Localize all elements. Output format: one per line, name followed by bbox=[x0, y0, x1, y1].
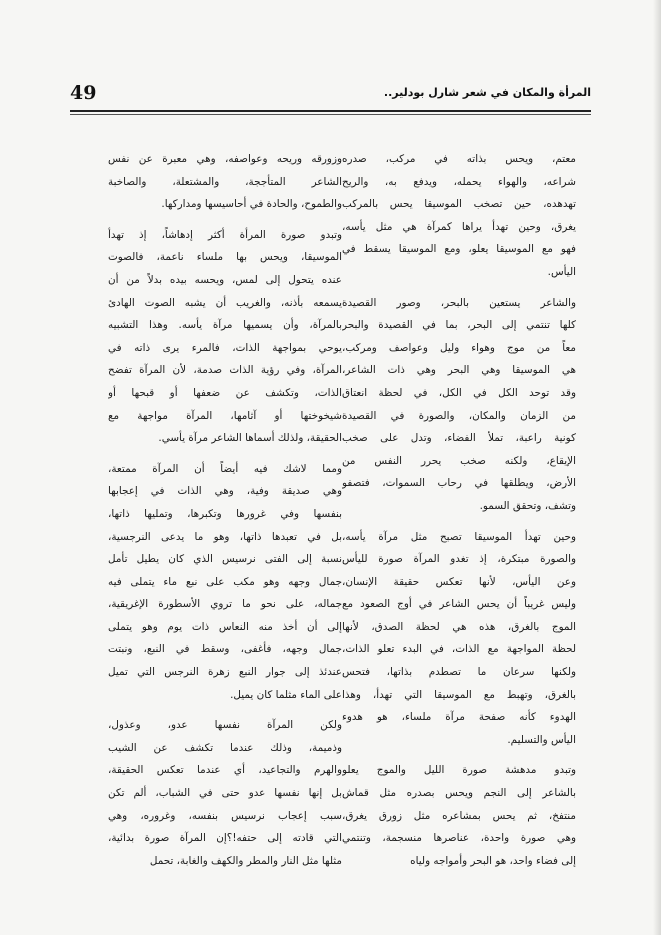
text-line: وتشف، وتحقق السمو. bbox=[479, 499, 576, 512]
text-line: بالغرق، وتهبط مع الموسيقا التي تهدأ، وهذا bbox=[342, 688, 576, 701]
text-line: اليأس والتسليم. bbox=[507, 733, 576, 746]
text-line: وتبدو صورة المرأة أكثر إدهاشاً، إذ تهدأ bbox=[108, 228, 342, 241]
text-line: وذميمة، وذلك عندما تكشف عن الشيب bbox=[108, 741, 342, 754]
text-line: بنفسها وفي غرورها وتكبرها، وتمليها ذاتها، bbox=[108, 507, 342, 520]
text-line: والشاعر يستعين بالبحر، وصور القصيدة bbox=[342, 296, 576, 309]
paragraph-gap bbox=[108, 216, 342, 224]
text-line: الموسيقا، ويحس بها ملساء ناعمة، فالصوت bbox=[108, 251, 342, 264]
text-line: ومما لاشك فيه أيضاً أن المرآة ممتعة، bbox=[108, 462, 342, 475]
text-line: ولكنها سرعان ما تصطدم بذاتها، فتحس bbox=[342, 666, 576, 679]
text-line: الهدوء كأنه صفحة مرآة ملساء، هو هدوء bbox=[342, 711, 576, 724]
text-line: على الماء مثلما كان يميل. bbox=[230, 688, 342, 701]
text-line: منتفخ، ثم يحس بمشاعره مثل زورق يغرق، bbox=[342, 809, 576, 822]
text-line: هي الموسيقا وهي البحر وهي ذات الشاعر، bbox=[342, 364, 576, 377]
text-line: وهي صديقة وفية، وهي الذات في إعجابها bbox=[108, 485, 342, 498]
text-line: جمال وجهه، فأغفى، وسقط في النبع، ونبتت bbox=[108, 643, 342, 656]
text-line: الأرض، ويطلقها في رحاب السموات، فتصفو bbox=[342, 477, 576, 490]
text-line: الموج بالغرق، هذه هي لحظة الصدق، لأنها bbox=[342, 620, 576, 633]
header-rule bbox=[70, 110, 591, 112]
text-line: وزورقه وريحه وعواصفه، وهي معبرة عن نفس bbox=[108, 153, 342, 165]
text-line: التي قادته إلى حتفه!؟إن المرآة صورة بدائية، bbox=[108, 832, 342, 845]
text-line: جماله، على نحو ما تروي الأسطورة الإغريقية، bbox=[108, 598, 342, 611]
paragraph-gap bbox=[108, 706, 342, 714]
paragraph-gap bbox=[108, 450, 342, 458]
text-line: بالشاعر إلى النجم ويحس بصدره مثل قماش bbox=[342, 787, 576, 800]
text-line: وليس غريباً أن يحس الشاعر في أوج الصعود مع bbox=[342, 598, 576, 611]
text-line: بل إنها نفسها عدو حتى في الشباب، ألم تكن bbox=[108, 787, 342, 800]
header-rule-thin bbox=[70, 114, 591, 115]
paragraph-gap bbox=[342, 751, 576, 759]
right-text-column bbox=[342, 148, 576, 872]
text-line: الشاعر المتأججة، والمشتعلة، والصاخبة bbox=[108, 175, 342, 188]
text-line: عندئذ إلى جوار النبع زهرة النرجس التي تميل bbox=[108, 666, 342, 679]
text-line: يغرق، وحين تهدأ يراها كمرآة هي مثل يأسه، bbox=[342, 220, 576, 233]
page-number: 49 bbox=[70, 82, 97, 104]
page-header bbox=[70, 82, 591, 108]
text-line: والصورة مبتكرة، إذ تغدو المرآة صورة لليأس bbox=[342, 553, 576, 566]
text-line: شراعه، والهواء يحمله، ويدفع به، والريح bbox=[342, 175, 576, 188]
text-line: فهو مع الموسيقا يعلو، ومع الموسيقا يسقط في bbox=[342, 243, 576, 256]
text-line: معاً من موج وهواء وليل وعواصف ومركب، bbox=[342, 341, 576, 354]
text-line: يسمعه بأذنه، والغريب أن يشبه الصوت الهادئ bbox=[108, 296, 342, 309]
text-line: شيخوختها أو آثامها، المرآة مواجهة مع bbox=[108, 409, 342, 422]
text-line: يوحي بمواجهة الذات، فالمرء يرى ذاته في bbox=[108, 341, 342, 354]
text-line: الإيقاع، ولكنه صخب يحرر النفس من bbox=[342, 454, 576, 467]
text-line: وعن اليأس، لأنها تعكس حقيقة الإنسان، bbox=[342, 575, 576, 588]
text-line: إلى فضاء واحد، هو البحر وأمواجه ولياه bbox=[410, 854, 576, 867]
text-line: المرآة، وفي رؤية الذات صدمة، لأن المرآة تفضح bbox=[108, 364, 342, 377]
text-line: عنده يتحول إلى لمس، ويحسه بيده بدلاً من أن bbox=[108, 273, 342, 286]
text-line: وتبدو مدهشة صورة الليل والموج يعلو bbox=[342, 764, 576, 777]
text-line: تهدهده، حين تصخب الموسيقا يحس بالمركب bbox=[342, 198, 576, 211]
text-line: إلى أن أخذ منه النعاس ذات يوم وهو يتملى bbox=[108, 620, 342, 633]
text-line: الذات، وتكشف عن ضعفها أو قبحها أو bbox=[108, 386, 342, 399]
text-line: بالمرآة، وأن يسميها مرآة يأسه. وهذا التشبيه bbox=[108, 319, 342, 332]
text-line: جمال وجهه وهو مكب على نبع ماء يتملى فيه bbox=[108, 575, 342, 588]
running-title: المرأة والمكان في شعر شارل بودلير.. bbox=[383, 86, 591, 99]
text-line: معتم، ويحس بذاته في مركب، صدره bbox=[342, 153, 576, 165]
text-line: ولكن المرآة نفسها عدو، وعذول، bbox=[108, 719, 342, 732]
text-line: كونية راعبة، تملأ الفضاء، وتدل على صخب bbox=[342, 432, 576, 445]
text-line: بل في تعبدها ذاتها، وهو ما يدعى النرجسية، bbox=[108, 530, 342, 543]
text-line: والهرم والتجاعيد، أي عندما تعكس الحقيقة، bbox=[108, 764, 342, 777]
text-line: وهي صورة واحدة، عناصرها منسجمة، وتنتمي bbox=[342, 832, 576, 845]
text-line: لحظة المواجهة مع الذات، في البدء تعلو الذات، bbox=[342, 643, 576, 656]
text-line: سبب إعجاب نرسيس بنفسه، وغروره، وهي bbox=[108, 809, 342, 822]
page-edge-shadow bbox=[653, 0, 661, 935]
text-line: وقد توحد الكل في الكل، في لحظة انعتاق bbox=[342, 386, 576, 399]
text-line: اليأس. bbox=[547, 265, 576, 278]
text-line: من الزمان والمكان، والصورة في القصيدة bbox=[342, 409, 576, 422]
left-text-column bbox=[108, 148, 342, 872]
text-line: والطموح، والحادة في أحاسيسها ومداركها. bbox=[161, 198, 342, 211]
paragraph-gap bbox=[342, 518, 576, 526]
text-line: كلها تنتمي إلى البحر، بما في القصيدة والبحر bbox=[342, 319, 576, 332]
paragraph-gap bbox=[342, 284, 576, 292]
text-line: مثلها مثل النار والمطر والكهف والغابة، تحمل bbox=[149, 854, 342, 867]
text-line: وحين تهدأ الموسيقا تصبح مثل مرآة يأسه، bbox=[342, 530, 576, 543]
text-line: الحقيقة، ولذلك أسماها الشاعر مرآة يأسي. bbox=[158, 432, 342, 445]
text-line: نسبة إلى الفتى نرسيس الذي كان يطيل تأمل bbox=[108, 553, 342, 566]
